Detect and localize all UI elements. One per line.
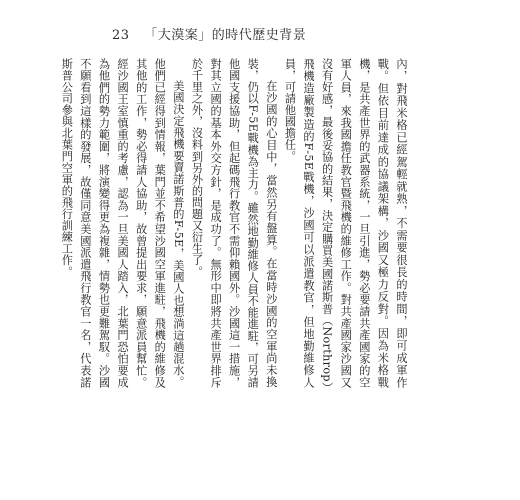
paragraph-2: 在沙國的心目中，當然另有盤算。在當時沙國的空軍尚未換裝，仍以F-5E戰機為主力。雖然地勤維修人員不能進駐，可另請他國支援協助，但起碼飛行教官不需仰賴國外。沙國這一措施，對其立國的基本外交方針，是成功了。無形中即將共產世界排斥於千里之外，沒料到另外的問題又衍生了。 (190, 58, 278, 388)
paragraph-3: 美國決定飛機要賣諾斯普的F-5E，美國人也想淌這趟混水。他們已經得到情報，葉門並不希望沙國空軍進駐，飛機的維修及其他的工作，勢必得請人協助，故曾提出要求，願意派員幫忙。經沙國王室慎重的考慮，認為一旦美國人踏入，北葉門恐怕要成為他們的勢力範圍，將演變得更為複雜，情勢也更難駕馭。沙國不願看到這樣的發展，故僅同意美國派遣飛行教官一名，代表諾斯普公司參與北葉門空軍的飛行訓練工作。 (60, 58, 185, 388)
body-text (60, 58, 410, 388)
running-title: 「大漠案」的時代歷史背景 (144, 28, 307, 43)
running-header (112, 24, 306, 43)
page-number: 23 (112, 28, 130, 43)
paragraph-1: 內，對飛米格已經駕輕就熟，不需要很長的時間，即可成軍作戰。但依目前達成的協議架構，沙國又極力反對。因為米格戰機，是共產世界的武器系統，一旦引進，勢必要請共產國家的空軍人員，來我國擔任教官暨飛機的維修工作。對共產國家沙國又沒有好感，最後妥協的結果，決定購買美國諾斯普（Northrop）飛機造廠製造的F-5E戰機，沙國可以派遣教官，但地勤維修人員，可請他國擔任。 (283, 58, 408, 388)
